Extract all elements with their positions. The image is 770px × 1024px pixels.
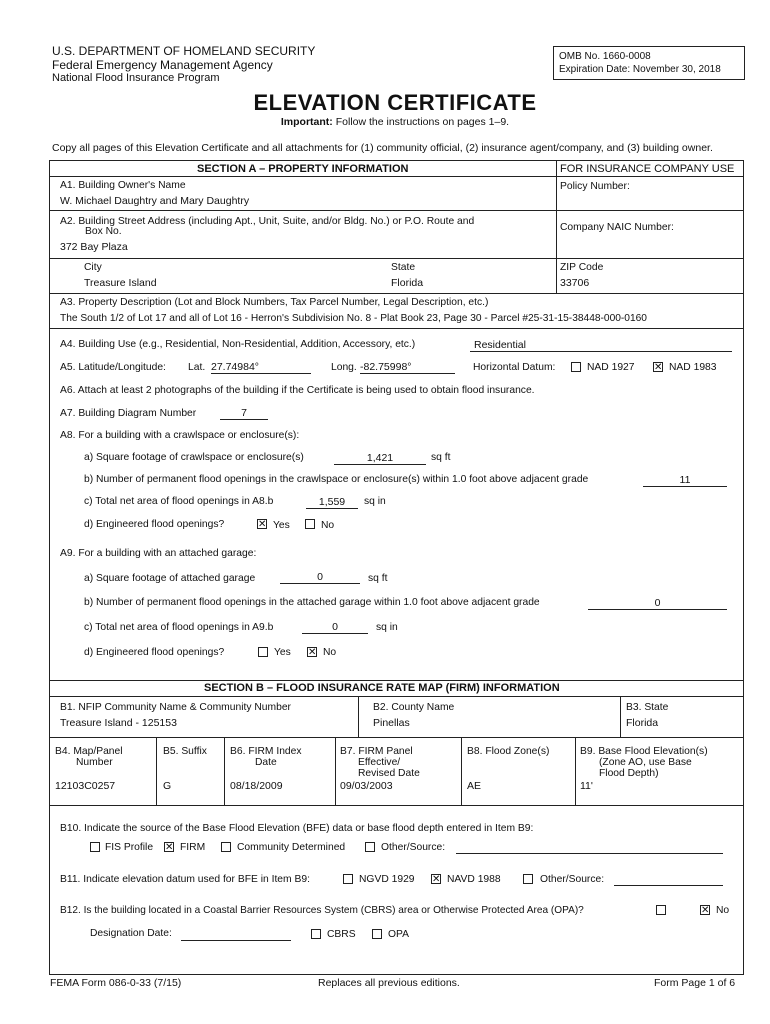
- zip-label: ZIP Code: [560, 262, 604, 273]
- a1-value[interactable]: W. Michael Daughtry and Mary Daughtry: [60, 195, 250, 207]
- a8c-unit: sq in: [364, 496, 386, 507]
- a4-label: A4. Building Use (e.g., Residential, Non-Residential, Addition, Accessory, etc.): [60, 339, 416, 350]
- divider: [49, 805, 744, 806]
- b7-label-cont2: Revised Date: [358, 768, 420, 779]
- divider: [49, 696, 744, 697]
- b6-label: B6. FIRM Index: [230, 746, 302, 757]
- b2-label: B2. County Name: [373, 702, 455, 713]
- divider: [49, 328, 744, 329]
- a8c-value[interactable]: 1,559: [306, 496, 358, 509]
- a8a-value[interactable]: 1,421: [334, 452, 426, 465]
- page-title: ELEVATION CERTIFICATE: [253, 90, 537, 115]
- a9d-yes-checkbox[interactable]: [258, 647, 268, 657]
- b5-label: B5. Suffix: [163, 746, 207, 757]
- cbrs-label: CBRS: [327, 929, 356, 940]
- expiration-date: Expiration Date: November 30, 2018: [559, 64, 721, 75]
- b9-value[interactable]: 11': [580, 780, 593, 792]
- b4-label: B4. Map/Panel: [55, 746, 123, 757]
- zip-value[interactable]: 33706: [560, 277, 590, 289]
- community-determined-label: Community Determined: [237, 842, 346, 853]
- a3-value[interactable]: The South 1/2 of Lot 17 and all of Lot 16 - Herron's Subdivision No. 8 - Plat Book 23, Page 30 - Parcel #25-31-15-38448-000-0160: [60, 313, 647, 324]
- divider: [224, 737, 225, 805]
- city-value[interactable]: Treasure Island: [84, 277, 157, 289]
- b11-other-checkbox[interactable]: [523, 874, 533, 884]
- a8d-label: d) Engineered flood openings?: [84, 519, 225, 530]
- nad1927-label: NAD 1927: [587, 362, 635, 373]
- long-label: Long.: [331, 362, 357, 373]
- divider: [156, 737, 157, 805]
- a9c-label: c) Total net area of flood openings in A9.b: [84, 622, 274, 633]
- divider: [49, 258, 744, 259]
- b7-label-cont: Effective/: [358, 757, 401, 768]
- designation-date-input[interactable]: [181, 928, 291, 941]
- a9c-value[interactable]: 0: [302, 621, 368, 634]
- b4-label-cont: Number: [76, 757, 113, 768]
- lat-label: Lat.: [188, 362, 206, 373]
- form-number: FEMA Form 086-0-33 (7/15): [50, 977, 182, 989]
- a2-label-cont: Box No.: [85, 226, 122, 237]
- a9a-value[interactable]: 0: [280, 571, 360, 584]
- navd1988-label: NAVD 1988: [447, 874, 501, 885]
- state-label: State: [391, 262, 416, 273]
- fis-profile-checkbox[interactable]: [90, 842, 100, 852]
- divider: [461, 737, 462, 805]
- b9-label: B9. Base Flood Elevation(s): [580, 746, 708, 757]
- important-text: Follow the instructions on pages 1–9.: [332, 116, 510, 128]
- agency-name: Federal Emergency Management Agency: [52, 58, 273, 72]
- important-note: [0, 116, 770, 128]
- ngvd1929-label: NGVD 1929: [359, 874, 415, 885]
- a9d-yes-label: Yes: [274, 647, 291, 658]
- horizontal-datum-label: Horizontal Datum:: [473, 362, 556, 373]
- community-determined-checkbox[interactable]: [221, 842, 231, 852]
- b12-label: B12. Is the building located in a Coastal Barrier Resources System (CBRS) area or Otherwise Protected Area (OPA)?: [60, 905, 584, 916]
- a9d-label: d) Engineered flood openings?: [84, 647, 225, 658]
- section-b-title: SECTION B – FLOOD INSURANCE RATE MAP (FIRM) INFORMATION: [204, 682, 560, 694]
- a9a-unit: sq ft: [368, 573, 388, 584]
- b7-value[interactable]: 09/03/2003: [340, 780, 393, 792]
- b10-other-label: Other/Source:: [381, 842, 446, 853]
- opa-checkbox[interactable]: [372, 929, 382, 939]
- b10-other-checkbox[interactable]: [365, 842, 375, 852]
- b9-label-cont2: Flood Depth): [599, 768, 659, 779]
- divider: [49, 680, 744, 681]
- b8-value[interactable]: AE: [467, 780, 482, 792]
- a8c-label: c) Total net area of flood openings in A8.b: [84, 496, 274, 507]
- a1-label: A1. Building Owner's Name: [60, 180, 186, 191]
- a8a-label: a) Square footage of crawlspace or enclosure(s): [84, 452, 304, 463]
- a8d-no-label: No: [321, 520, 335, 531]
- b8-label: B8. Flood Zone(s): [467, 746, 550, 757]
- b2-value[interactable]: Pinellas: [373, 717, 410, 729]
- ngvd1929-checkbox[interactable]: [343, 874, 353, 884]
- a5-label: A5. Latitude/Longitude:: [60, 362, 166, 373]
- b3-value[interactable]: Florida: [626, 717, 659, 729]
- lat-value[interactable]: 27.74984°: [211, 361, 311, 374]
- b11-label: B11. Indicate elevation datum used for BFE in Item B9:: [60, 874, 310, 885]
- section-a-title: SECTION A – PROPERTY INFORMATION: [197, 163, 409, 175]
- b10-other-input[interactable]: [456, 841, 723, 854]
- divider: [49, 176, 744, 177]
- firm-checkbox[interactable]: ✕: [165, 842, 174, 853]
- b10-label: B10. Indicate the source of the Base Flood Elevation (BFE) data or base flood depth entered in Item B9:: [60, 823, 534, 834]
- a2-label: A2. Building Street Address (including Apt., Unit, Suite, and/or Bldg. No.) or P.O. Route and: [60, 216, 475, 227]
- city-label: City: [84, 262, 102, 273]
- b4-value[interactable]: 12103C0257: [55, 780, 116, 792]
- navd1988-checkbox[interactable]: ✕: [432, 874, 441, 885]
- divider: [49, 210, 744, 211]
- divider: [358, 696, 359, 737]
- b9-label-cont: (Zone AO, use Base: [599, 757, 692, 768]
- omb-box: [553, 46, 745, 80]
- b12-no-label: No: [716, 905, 730, 916]
- a8d-yes-label: Yes: [273, 520, 290, 531]
- b12-no-checkbox[interactable]: ✕: [701, 905, 710, 916]
- long-value[interactable]: -82.75998°: [360, 361, 455, 374]
- divider: [620, 696, 621, 737]
- program-name: National Flood Insurance Program: [52, 72, 220, 84]
- fis-profile-label: FIS Profile: [105, 842, 154, 853]
- insurance-use-heading: FOR INSURANCE COMPANY USE: [560, 163, 735, 175]
- designation-date-label: Designation Date:: [90, 928, 172, 939]
- a4-value[interactable]: Residential: [470, 339, 732, 352]
- divider: [49, 293, 744, 294]
- a9d-no-checkbox[interactable]: ✕: [308, 647, 317, 658]
- a8d-no-checkbox[interactable]: [305, 519, 315, 529]
- a9b-label: b) Number of permanent flood openings in the attached garage within 1.0 foot above adjacent grade: [84, 597, 540, 608]
- a9-label: A9. For a building with an attached garage:: [60, 548, 257, 559]
- b12-yes-checkbox[interactable]: [656, 905, 666, 915]
- page-number: Form Page 1 of 6: [654, 977, 736, 989]
- a7-value[interactable]: 7: [220, 407, 268, 420]
- a8b-value[interactable]: 11: [643, 474, 727, 487]
- b6-label-cont: Date: [255, 757, 277, 768]
- state-value[interactable]: Florida: [391, 277, 424, 289]
- a9c-unit: sq in: [376, 622, 398, 633]
- b6-value[interactable]: 08/18/2009: [230, 780, 283, 792]
- b1-label: B1. NFIP Community Name & Community Number: [60, 702, 291, 713]
- a8-label: A8. For a building with a crawlspace or enclosure(s):: [60, 430, 300, 441]
- important-bold: Important:: [280, 116, 333, 128]
- a8a-unit: sq ft: [431, 452, 451, 463]
- a3-label: A3. Property Description (Lot and Block Numbers, Tax Parcel Number, Legal Description, etc.): [60, 297, 489, 308]
- divider: [556, 160, 557, 293]
- b11-other-label: Other/Source:: [540, 874, 605, 885]
- replaces-note: Replaces all previous editions.: [318, 977, 460, 989]
- a9b-value[interactable]: 0: [588, 597, 727, 610]
- b5-value[interactable]: G: [163, 780, 172, 792]
- a9d-no-label: No: [323, 647, 337, 658]
- nad1983-label: NAD 1983: [669, 362, 717, 373]
- a9a-label: a) Square footage of attached garage: [84, 573, 256, 584]
- firm-label: FIRM: [180, 842, 206, 853]
- divider: [575, 737, 576, 805]
- nad1983-checkbox[interactable]: ✕: [654, 362, 663, 373]
- opa-label: OPA: [388, 929, 409, 940]
- policy-number-label: Policy Number:: [560, 181, 630, 192]
- cbrs-checkbox[interactable]: [311, 929, 321, 939]
- a8d-yes-checkbox[interactable]: ✕: [258, 519, 267, 530]
- b3-label: B3. State: [626, 702, 669, 713]
- b11-other-input[interactable]: [614, 873, 723, 886]
- a7-label: A7. Building Diagram Number: [60, 408, 197, 419]
- divider: [335, 737, 336, 805]
- divider: [49, 737, 744, 738]
- b1-value[interactable]: Treasure Island - 125153: [60, 717, 177, 729]
- b7-label: B7. FIRM Panel: [340, 746, 413, 757]
- a6-text: A6. Attach at least 2 photographs of the building if the Certificate is being used to obtain flood insurance.: [60, 385, 535, 396]
- nad1927-checkbox[interactable]: [571, 362, 581, 372]
- a2-value[interactable]: 372 Bay Plaza: [60, 241, 128, 253]
- a8b-label: b) Number of permanent flood openings in the crawlspace or enclosure(s) within 1.0 foot above adjacent grade: [84, 474, 589, 485]
- omb-number: OMB No. 1660-0008: [559, 51, 651, 62]
- naic-label: Company NAIC Number:: [560, 222, 674, 233]
- copy-instructions: Copy all pages of this Elevation Certificate and all attachments for (1) community official, (2) insurance agent/company, and (3) building owner.: [52, 142, 713, 154]
- dept-name: U.S. DEPARTMENT OF HOMELAND SECURITY: [52, 44, 316, 58]
